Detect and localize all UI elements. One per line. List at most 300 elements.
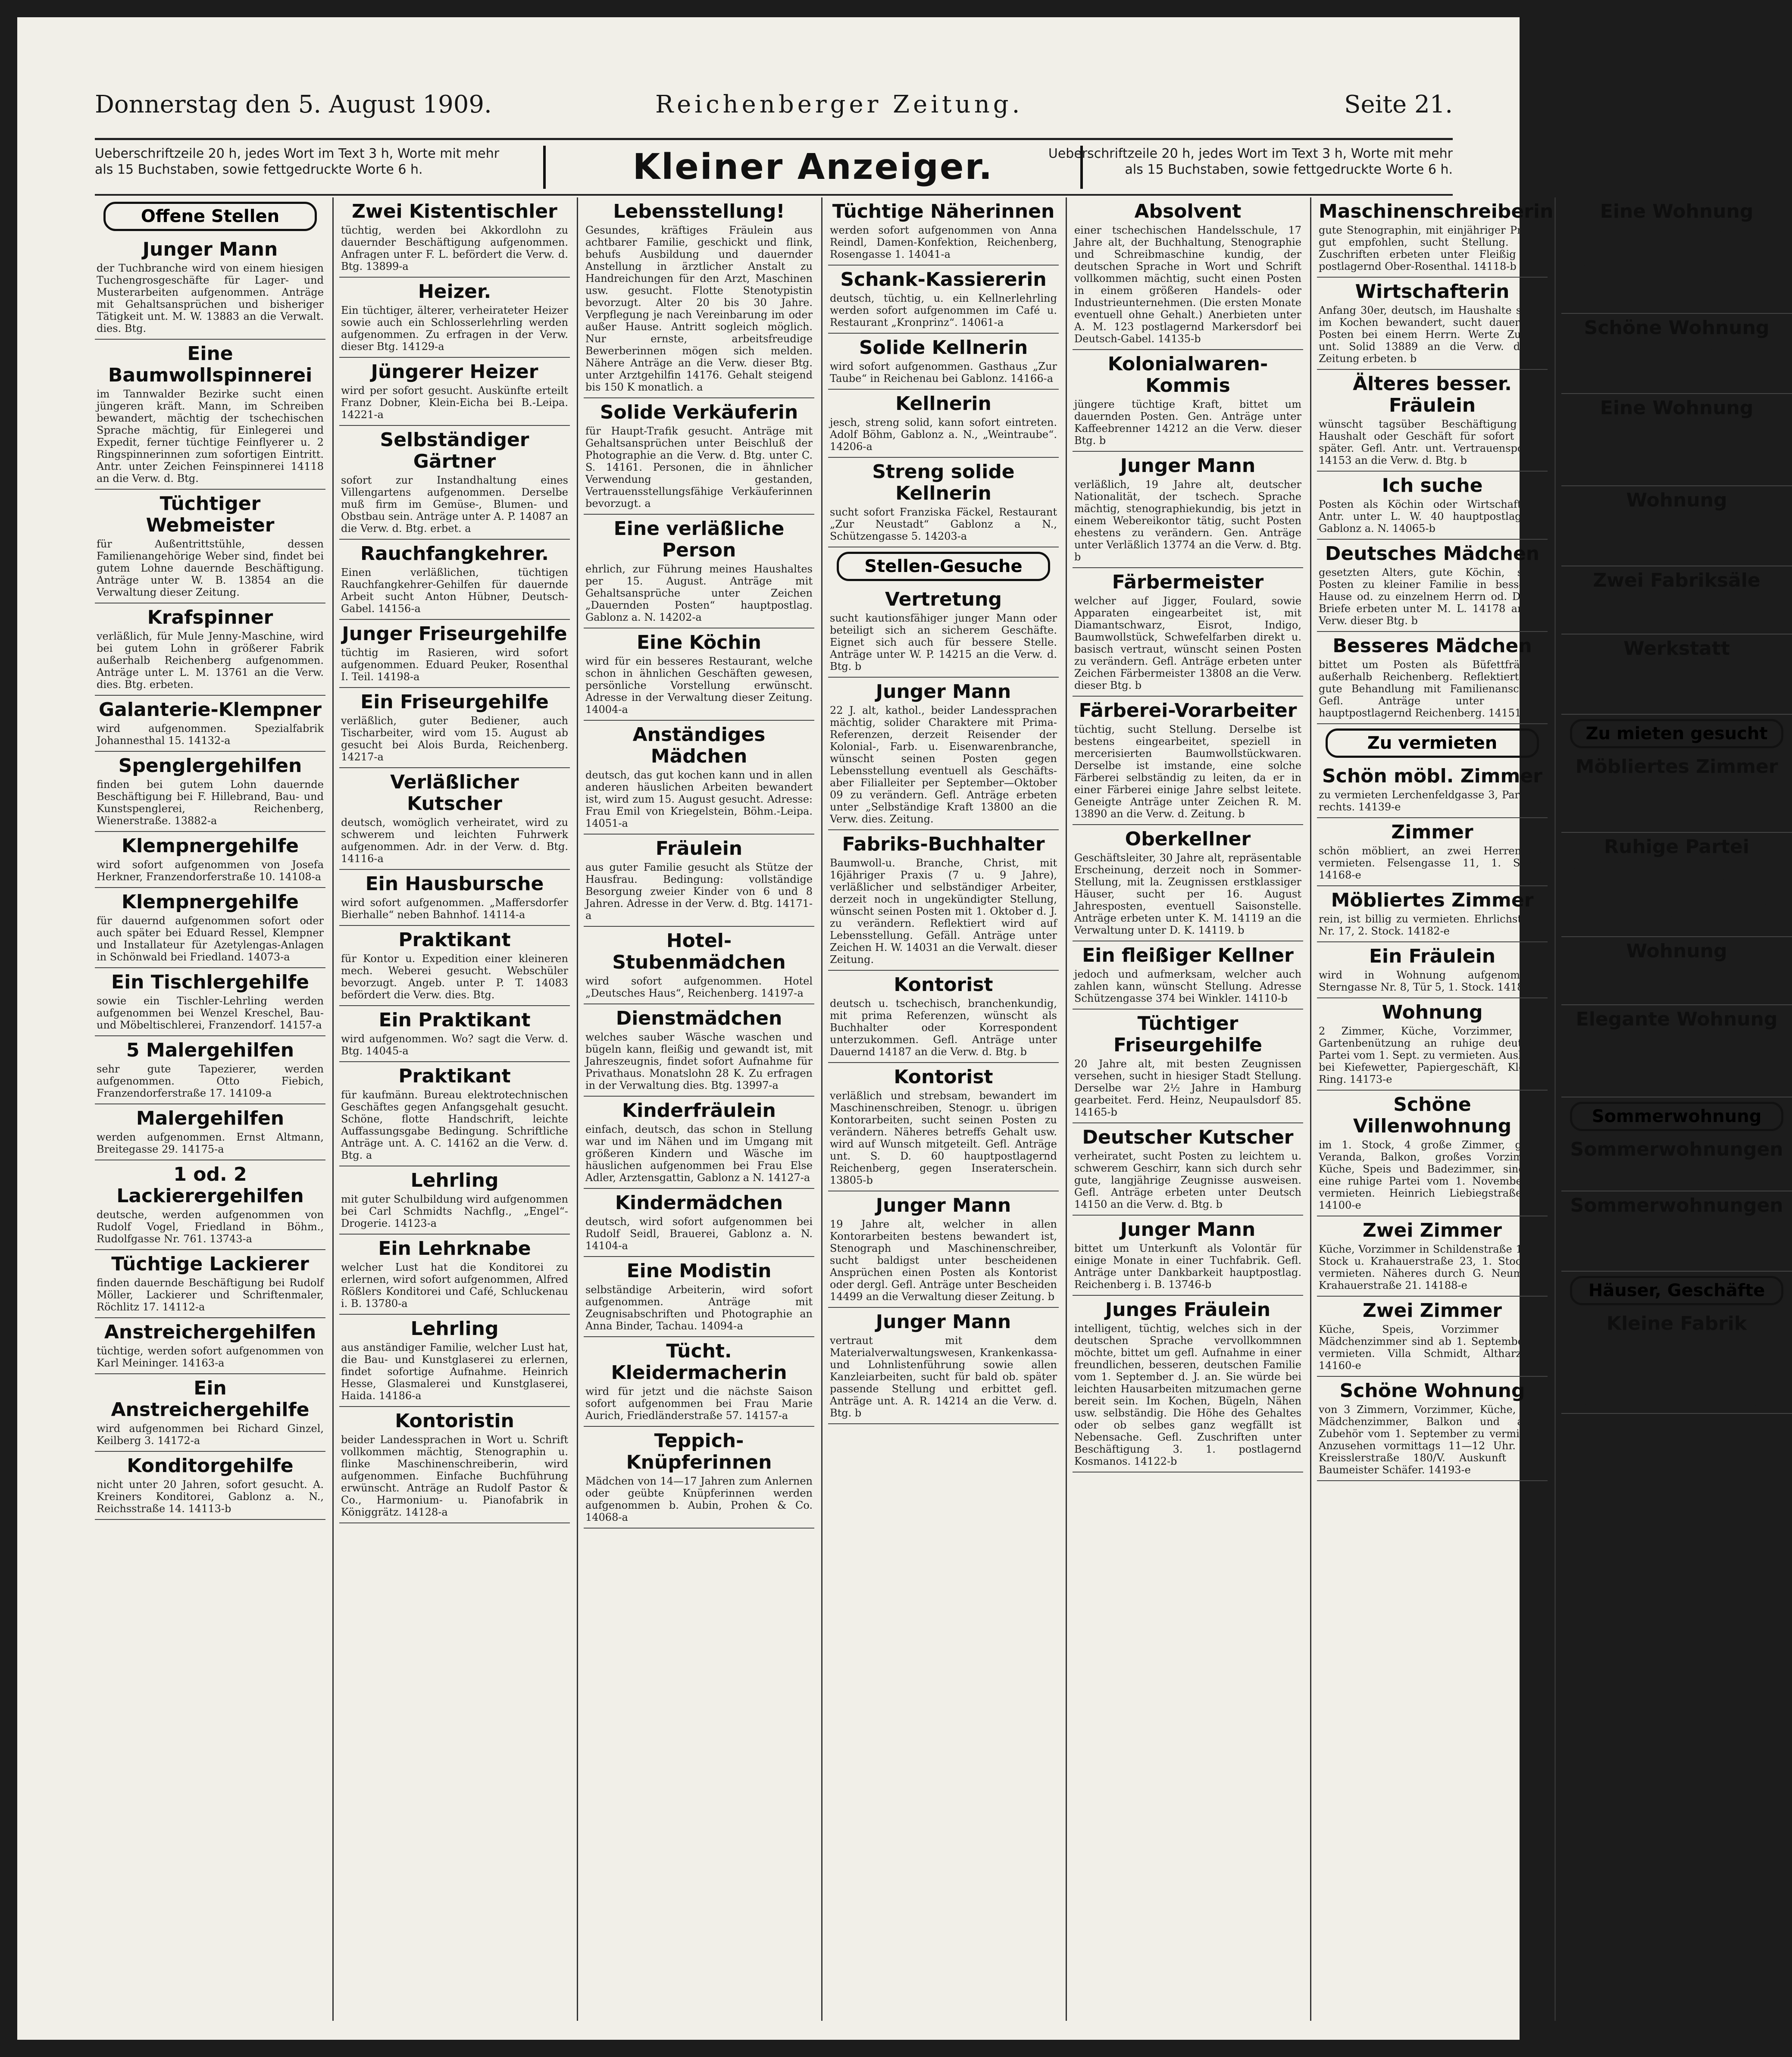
ad-column-3 xyxy=(584,197,814,2021)
classified-ad xyxy=(1561,486,1792,566)
classified-ad xyxy=(584,1427,814,1529)
ad-body: für Haupt-Trafik gesucht. Anträge mit Gehaltsansprüchen unter Beischluß der Photographie an die Verw. d. Btg. unter C. S. 14161. Personen, die in ähnlicher Verwendung gestanden, Vertrauensstellungsfähige Verkäuferinnen bevorzugt. a xyxy=(585,425,813,510)
classified-ad xyxy=(828,266,1059,334)
classified-ad xyxy=(584,1257,814,1337)
ad-body: aus anständiger Familie, welcher Lust hat, die Bau- und Kunstglaserei zu erlernen, findet sofortige Aufnahme. Heinrich Hesse, Glasmalerei und Kunstglaserei, Haida. 14186-a xyxy=(341,1341,568,1402)
ad-body: Mädchen von 14—17 Jahren zum Anlernen oder geübte Knüpferinnen werden aufgenommen b. Aubin, Prohen & Co. 14068-a xyxy=(585,1475,813,1523)
ad-title: Junges Fräulein xyxy=(1105,1299,1271,1321)
classified-ad xyxy=(1073,452,1303,568)
ad-title: Junger Mann xyxy=(1120,455,1256,477)
classified-ad xyxy=(95,1452,325,1520)
ad-title: Solide Verkäuferin xyxy=(600,401,798,423)
ad-body: sind mit Kraftabgabe zu vermieten, eventuell zu verkaufen. Auskunft erteilt Josef Kolf, Hanichenerstraße. 249-e xyxy=(1563,593,1790,629)
classified-ad xyxy=(1561,937,1792,1005)
ad-title: Ein Praktikant xyxy=(378,1009,531,1031)
classified-ad xyxy=(95,490,325,603)
ad-body: deutsch, wird sofort aufgenommen bei Rudolf Seidl, Brauerei, Gablonz a. N. 14104-a xyxy=(585,1216,813,1252)
ad-title: Anständiges Mädchen xyxy=(632,724,766,767)
ad-body: sucht sofort Franziska Fäckel, Restaurant „Zur Neustadt“ Gablonz a N., Schützengasse 5. 14203-a xyxy=(830,506,1057,542)
ad-column-2 xyxy=(339,197,570,2021)
ad-title: Zwei Zimmer xyxy=(1362,1219,1502,1241)
ad-title: Lehrling xyxy=(410,1318,499,1340)
ad-body: im Kurhause Bad Maffersdorfer Sauerbrunn zu haben. 13238-p xyxy=(1563,1162,1790,1186)
ad-body: wird sofort aufgenommen. Hotel „Deutsches Haus“, Reichenberg. 14197-a xyxy=(585,975,813,999)
ad-title: Verläßlicher Kutscher xyxy=(390,771,519,815)
classified-ad xyxy=(584,515,814,628)
ad-title: Ein Lehrknabe xyxy=(378,1238,531,1260)
ad-title: Möbliertes Zimmer xyxy=(1331,889,1534,911)
ad-title: Lebensstellung! xyxy=(613,200,785,222)
ad-title: Junger Friseurgehilfe xyxy=(342,623,567,645)
ad-body: (junges, kinderloses Ehepaar), sucht eine Wohnung, bestehend aus 2 Zimmern, Küche, Vorzimmer, event. mit Speis, ab 1. September zu mieten. Gefl. Anträge unter Baumeister 14169 an die Verwalt. dieser Zeitung. f xyxy=(1563,860,1790,932)
ad-body: mit 2 Zimmern, Küche, Vorzimmer u. Zugehör, im 1. St., Wasser im Hause, vom Bahnhofe ab 1. September zu vermieten. Näheres in der Verwalt. dieser Zeitung. 14092-e xyxy=(1563,421,1790,481)
ad-body: der Tuchbranche wird von einem hiesigen Tuchengrosgeschäfte für Lager- und Musterarbeiten aufgenommen. Anträge mit Gehaltsansprüchen und bisheriger Tätigkeit unt. M. W. 13883 an die Verwalt. dies. Btg. xyxy=(97,262,324,334)
ad-title: Möbliertes Zimmer xyxy=(1575,756,1778,778)
classified-ad xyxy=(95,340,325,490)
classified-ad xyxy=(1561,1310,1792,1414)
ad-title: Tücht. Kleidermacherin xyxy=(611,1340,787,1384)
ad-title: Tüchtiger Webmeister xyxy=(146,493,275,536)
classified-ad xyxy=(1073,941,1303,1010)
classified-ad xyxy=(584,721,814,835)
classified-ad xyxy=(1317,818,1548,886)
ad-body: für kaufmänn. Bureau elektrotechnischen Geschäftes gegen Anfangsgehalt gesucht. Schöne, flotte Handschrift, leichte Auffassungsgabe Bedingung. Schriftliche Anträge unt. A. C. 14162 an die Verw. d. Btg. a xyxy=(341,1089,568,1161)
classified-ad xyxy=(1561,635,1792,715)
ad-title: Selbständiger Gärtner xyxy=(380,429,529,472)
ad-title: Deutsches Mädchen xyxy=(1325,543,1540,565)
ad-body: Posten als Köchin oder Wirtschafterin. Antr. unter L. W. 40 hauptpostlagernd Gablonz a. N. 14065-b xyxy=(1319,498,1546,535)
classified-ad xyxy=(828,971,1059,1063)
ad-title: Deutscher Kutscher xyxy=(1082,1126,1294,1148)
classified-ad xyxy=(1317,370,1548,472)
ad-body: bittet um Unterkunft als Volontär für einige Monate in einer Tuchfabrik. Gefl. Anträge unter Dankbarkeit hauptpostlag. Reichenberg i. B. 13746-b xyxy=(1074,1242,1301,1291)
ad-body: für dauernd aufgenommen sofort oder auch später bei Eduard Ressel, Klempner und Installateur für Azetylengas-Anlagen in Schönwald bei Friedland. 14073-a xyxy=(97,915,324,963)
ad-body: wird aufgenommen bei Richard Ginzel, Keilberg 3. 14172-a xyxy=(97,1422,324,1447)
ad-title: Heizer. xyxy=(418,281,491,303)
ad-title: Färbermeister xyxy=(1112,571,1264,593)
ad-title: Eine Modistin xyxy=(626,1260,772,1282)
ad-title: Tüchtige Näherinnen xyxy=(832,200,1055,222)
ad-title: 1 od. 2 Lackierergehilfen xyxy=(116,1163,304,1207)
ad-title: Spenglergehilfen xyxy=(118,755,302,777)
header-page-number: Seite 21. xyxy=(1344,91,1453,119)
classified-ad xyxy=(1317,278,1548,370)
ad-title: Vertretung xyxy=(885,588,1002,610)
classified-ad xyxy=(339,426,570,540)
classified-ad xyxy=(828,390,1059,458)
classified-ad xyxy=(339,1315,570,1407)
ad-title: Kontorist xyxy=(894,974,993,996)
ad-body: für Kontor u. Expedition einer kleineren mech. Weberei gesucht. Webschüler bevorzugt. Angeb. unter P. T. 14083 befördert die Verw. dies. Btg. xyxy=(341,953,568,1001)
classified-ad xyxy=(1073,825,1303,941)
classified-ad xyxy=(339,358,570,426)
ad-title: Eine Köchin xyxy=(637,631,761,653)
classified-ad xyxy=(1561,314,1792,394)
ad-body: selbständige Arbeiterin, wird sofort aufgenommen. Anträge mit Zeugnisabschriften und Photographie an Anna Binder, Tachau. 14094-a xyxy=(585,1284,813,1332)
ad-title: Sommerwohnungen xyxy=(1570,1194,1783,1216)
ad-title: Zwei Fabriksäle xyxy=(1593,569,1761,591)
ad-body: verläßlich und strebsam, bewandert im Maschinenschreiben, Stenogr. u. übrigen Kontorarbeiten, sucht seinen Posten zu verändern. Näheres betreffs Gehalt usw. wird auf Wunsch mitgeteilt. Gefl. Anträge unt. S. D. 60 hauptpostlagernd Reichenberg, gegen Inseraterschein. 13805-b xyxy=(830,1090,1057,1186)
ad-body: einer tschechischen Handelsschule, 17 Jahre alt, der Buchhaltung, Stenographie und Schreibmaschine kundig, der deutschen Sprache in Wort und Schrift vollkommen mächtig, sucht einen Posten in einem größeren Handels- oder Industrieunternehmen. (Die ersten Monate eventuell ohne Gehalt.) Anerbieten unter A. M. 123 postlagernd Markersdorf bei Deutsch-Gabel. 14135-b xyxy=(1074,224,1301,345)
classified-ad xyxy=(584,1097,814,1189)
ad-title: Maschinenschreiberin xyxy=(1319,200,1554,222)
ad-title: Junger Mann xyxy=(1120,1219,1256,1241)
ad-title: Absolvent xyxy=(1134,200,1242,222)
ad-body: tüchtig, sucht Stellung. Derselbe ist bestens eingearbeitet, speziell in mercerisierten Baumwollstückwaren. Derselbe ist imstande, eine solche Färberei selbständig zu leiten, da er in einer Färberei einige Jahre selbst leitete. Geneigte Anträge unter Zeichen R. M. 13890 an die Verw. d. Zeitung. b xyxy=(1074,723,1301,820)
ad-body: samt Wohnung in Mitten der Stadt, für Tischler, Schlosser ob. Klempner zu vermieten. Adresse: Felsenstraße Nr. 4, 2. Stock. 14189-e xyxy=(1563,661,1790,710)
classified-ad xyxy=(584,628,814,721)
classified-ad xyxy=(1073,1010,1303,1123)
ad-title: Ruhige Partei xyxy=(1604,836,1749,858)
classified-ad xyxy=(95,1104,325,1160)
ad-title: Zwei Kistentischler xyxy=(352,200,557,222)
classified-ad xyxy=(584,1189,814,1257)
classified-ad xyxy=(1317,1377,1548,1481)
column-rule xyxy=(1310,197,1311,2021)
ad-column-4 xyxy=(828,197,1059,2021)
classified-ad xyxy=(1317,998,1548,1091)
ad-body: von 3 Zimmern, Vorzimmer, Küche, Bad, Mädchenzimmer, Balkon und allem Zubehör vom 1. September zu vermieten. Anzusehen vormittags 11—12 Uhr. Karl Kreisslerstraße 180/V. Auskunft beim Baumeister Schäfer. 14193-e xyxy=(1319,1404,1546,1476)
ad-body: werden aufgenommen. Ernst Altmann, Breitegasse 29. 14175-a xyxy=(97,1131,324,1155)
classified-ad xyxy=(1561,1135,1792,1191)
ad-body: jesch, streng solid, kann sofort eintreten. Adolf Böhm, Gablonz a. N., „Weintraube“. 14206-a xyxy=(830,416,1057,453)
ad-title: Ein fleißiger Kellner xyxy=(1082,944,1294,966)
ad-title: Kinderfräulein xyxy=(622,1100,776,1122)
classified-ad xyxy=(1317,942,1548,998)
ad-body: welches sauber Wäsche waschen und bügeln kann, fleißig und gewandt ist, mit Jahreszeugnis, findet sofort Aufnahme für Privathaus. Monatslohn 28 K. Zu erfragen in der Verwaltung dies. Btg. 13997-a xyxy=(585,1031,813,1091)
classified-ad xyxy=(339,870,570,926)
classified-ad xyxy=(584,927,814,1004)
section-heading-box: Häuser, Geschäfte xyxy=(1570,1276,1783,1305)
ad-title: Eine Baumwollspinnerei xyxy=(108,343,313,386)
ad-body: wird sofort aufgenommen. „Maffersdorfer Bierhalle“ neben Bahnhof. 14114-a xyxy=(341,897,568,921)
ad-title: Dienstmädchen xyxy=(616,1007,782,1029)
ad-title: Kellnerin xyxy=(895,393,991,415)
classified-ad xyxy=(828,1191,1059,1308)
ad-body: wird sofort aufgenommen. Gasthaus „Zur Taube“ in Reichenau bei Gablonz. 14166-a xyxy=(830,360,1057,385)
ad-body: jüngere tüchtige Kraft, bittet um dauernden Posten. Gen. Anträge unter Kaffeebrenner 14212 an die Verw. dieser Btg. b xyxy=(1074,398,1301,447)
ad-title: Klempnergehilfe xyxy=(121,891,299,913)
classified-ad xyxy=(95,696,325,752)
ad-body: tüchtige, werden sofort aufgenommen von Karl Meininger. 14163-a xyxy=(97,1345,324,1369)
classified-ad xyxy=(1561,394,1792,486)
classified-ad xyxy=(828,334,1059,390)
ad-title: Galanterie-Klempner xyxy=(99,699,322,721)
ad-body: Baumwoll-u. Branche, Christ, mit 16jähriger Praxis (7 u. 9 Jahre), verläßlicher und selbständiger Arbeiter, derzeit noch in ungekündigter Stellung, wünscht seinen Posten mit 1. Oktober d. J. zu verändern. Reflektiert wird auf Lebensstellung. Gefäll. Anträge unter Zeichen H. W. 14031 an die Verwalt. dieser Zeitung. xyxy=(830,857,1057,966)
banner-rule xyxy=(95,194,1453,196)
ad-title: Kleine Fabrik xyxy=(1606,1313,1747,1335)
section-masthead: Kleiner Anzeiger. xyxy=(543,146,1083,189)
ad-body: mit 1. Oktober 1909 für Einz.-Freiw. gesucht. Freundliche Anträge erbeten unter C. R. 14159 an die Verw. d. Btg. f xyxy=(1563,964,1790,1000)
ad-title: Wirtschafterin xyxy=(1355,281,1510,303)
ad-title: Konditorgehilfe xyxy=(127,1455,294,1477)
ad-title: Werkstatt xyxy=(1623,638,1730,660)
classified-ad xyxy=(339,1006,570,1062)
classified-ad xyxy=(1317,1216,1548,1297)
ad-body: gute Stenographin, mit einjähriger Praxis, gut empfohlen, sucht Stellung. Gefl. Zuschriften erbeten unter Fleißig 700 postlagernd Ober-Rosenthal. 14118-b xyxy=(1319,224,1546,272)
ad-body: wird aufgenommen. Wo? sagt die Verw. d. Btg. 14045-a xyxy=(341,1033,568,1057)
ad-body: rein, ist billig zu vermieten. Ehrlichstraße Nr. 17, 2. Stock. 14182-e xyxy=(1319,913,1546,937)
ad-title: Zwei Zimmer xyxy=(1362,1300,1502,1322)
running-header xyxy=(95,82,1453,129)
ad-body: aus guter Familie gesucht als Stütze der Hausfrau. Bedingung: vollständige Besorgung zweier Kinder von 6 und 8 Jahren. Adresse in der Verw. d. Btg. 14171-a xyxy=(585,861,813,922)
classified-ad xyxy=(95,1250,325,1318)
ad-title: Klempnergehilfe xyxy=(121,835,299,857)
ad-body: 22 J. alt, kathol., beider Landessprachen mächtig, solider Charaktere mit Prima-Referenzen, derzeit Reisender der Kolonial-, Farb. u. Eisenwarenbranche, wünscht seinen Posten gegen Lebensstellung eventuell als Geschäfts- aber Filialleiter per September—Oktober 09 zu verändern. Gefl. Anträge erbeten unter „Selbständige Kraft 13800 an die Verw. dies. Zeitung. xyxy=(830,704,1057,825)
header-newspaper-name: Reichenberger Zeitung. xyxy=(655,91,1023,119)
section-heading-box: Offene Stellen xyxy=(103,202,317,231)
ad-body: 19 Jahre alt, welcher in allen Kontorarbeiten bestens bewandert ist, Stenograph und Maschinenschreiber, sucht baldigst unter bescheidenen Ansprüchen einen Posten als Kontorist oder dergl. Gefl. Anträge unter Bescheiden 14499 an die Verwaltung dieser Zeitung. b xyxy=(830,1218,1057,1303)
ad-body: jedoch und aufmerksam, welcher auch zahlen kann, wünscht Stellung. Adresse Schützengasse 374 bei Winkler. 14110-b xyxy=(1074,968,1301,1004)
ad-body: tüchtig, werden bei Akkordlohn zu dauernder Beschäftigung aufgenommen. Anfragen unter F. L. befördert die Verw. d. Btg. 13899-a xyxy=(341,224,568,272)
ad-body: bittet um Posten als Büfettfräulein außerhalb Reichenberg. Reflektiert auf gute Behandlung mit Familienanschluß. Gefl. Anträge unter Reell hauptpostlagernd Reichenberg. 14151-b xyxy=(1319,659,1546,719)
classified-ad xyxy=(95,752,325,832)
ad-title: Eine verläßliche Person xyxy=(613,518,785,561)
ad-title: Ein Fräulein xyxy=(1369,945,1496,967)
ad-body: gesetzten Alters, gute Köchin, sucht Posten zu kleiner Familie in besserem Hause od. zu einzelnem Herrn od. Dame. Briefe erbeten unter M. L. 14178 an die Verw. dieser Btg. b xyxy=(1319,566,1546,627)
classified-ad xyxy=(339,540,570,620)
classified-ad xyxy=(1561,197,1792,314)
ad-title: Eine Wohnung xyxy=(1600,397,1754,419)
section-heading-box: Zu mieten gesucht xyxy=(1570,719,1783,748)
ad-title: Anstreichergehilfen xyxy=(104,1321,316,1343)
ad-body: wird für jetzt und die nächste Saison sofort aufgenommen bei Frau Marie Aurich, Friedländerstraße 57. 14157-a xyxy=(585,1385,813,1422)
pricing-note-right: Ueberschriftzeile 20 h, jedes Wort im Text 3 h, Worte mit mehr als 15 Buchstaben, sowie fettgedruckte Worte 6 h. xyxy=(1048,146,1453,177)
classified-ad xyxy=(1317,540,1548,632)
pricing-note-left: Ueberschriftzeile 20 h, jedes Wort im Text 3 h, Worte mit mehr als 15 Buchstaben, sowie fettgedruckte Worte 6 h. xyxy=(95,146,500,177)
ad-body: welcher Lust hat die Konditorei zu erlernen, wird sofort aufgenommen, Alfred Rößlers Konditorei und Café, Schluckenau i. B. 13780-a xyxy=(341,1261,568,1310)
ad-title: Rauchfangkehrer. xyxy=(360,543,549,565)
ad-body: zu vermieten Lerchenfeldgasse 3, Parterre rechts. 14139-e xyxy=(1319,789,1546,813)
ad-body: tüchtig im Rasieren, wird sofort aufgenommen. Eduard Peuker, Rosenthal I. Teil. 14198-a xyxy=(341,647,568,683)
ad-title: Schank-Kassiererin xyxy=(840,269,1047,291)
ad-body: Geschäftsleiter, 30 Jahre alt, repräsentable Erscheinung, derzeit noch in Sommer-Stellung, mit la. Zeugnissen erstklassiger Häuser, sucht per 16. August Jahresposten, eventuell Saisonstelle. Anträge erbeten unter K. M. 14119 an die Verwaltung unter D. K. 14119. b xyxy=(1074,852,1301,936)
ad-title: Tüchtige Lackierer xyxy=(111,1253,309,1275)
classified-ad xyxy=(828,1063,1059,1191)
ad-body: sucht kautionsfähiger junger Mann oder beteiligt sich an sicherem Geschäfte. Eignet sich auch für bessere Stelle. Anträge unter W. P. 14215 an die Verw. d. Btg. b xyxy=(830,612,1057,672)
classified-ad xyxy=(1073,350,1303,452)
ad-body: einfach, deutsch, das schon in Stellung war und im Nähen und im Umgang mit größeren Kindern und Wäsche im häuslichen aufgenommen bei Frau Else Adler, Arztensgattin, Gablonz a N. 14127-a xyxy=(585,1123,813,1184)
classified-ad xyxy=(95,1374,325,1452)
section-heading-box: Zu vermieten xyxy=(1326,728,1539,758)
ad-body: beider Landessprachen in Wort u. Schrift vollkommen mächtig, Stenographin u. flinke Maschinenschreiberin, wird aufgenommen. Einfache Buchführung erwünscht. Anträge an Rudolf Pastor & Co., Harmonium- u. Pianofabrik in Königgrätz. 14128-a xyxy=(341,1434,568,1518)
ad-body: finden dauernde Beschäftigung bei Rudolf Möller, Lackierer und Schriftenmaler, Röchlitz 17. 14112-a xyxy=(97,1277,324,1313)
classified-ad xyxy=(828,458,1059,547)
classified-ad xyxy=(95,1160,325,1250)
ad-title: Schöne Villenwohnung xyxy=(1353,1094,1512,1137)
ad-body: werden sofort aufgenommen von Anna Reindl, Damen-Konfektion, Reichenberg, Rosengasse 1. 14041-a xyxy=(830,224,1057,260)
ad-title: Praktikant xyxy=(398,1065,511,1087)
column-rule xyxy=(1066,197,1067,2021)
classified-ad xyxy=(339,926,570,1006)
ad-body: mit guter Schulbildung wird aufgenommen bei Carl Schmidts Nachflg., „Engel“-Drogerie. 14123-a xyxy=(341,1193,568,1229)
ad-title: Ein Friseurgehilfe xyxy=(360,691,549,713)
classified-ad xyxy=(1561,833,1792,937)
ad-title: Hotel-Stubenmädchen xyxy=(612,930,786,973)
ad-body: elegant, sonnig, 1 großes, 2 kleine und Vorzimmer, Küche, Bad, Mansarde, mit allem Zubehör, Balkon, Wasser im Hause, Parkanlage; weiters 1 einzelnes großes Zimmer mit Kochofen, mit allem Zubehör im Neu-Paulsdorf bei der Schule. Zu erfragen bei Johann Seibt Nr. 56. 14190-e xyxy=(1563,224,1790,309)
ad-title: Elegante Wohnung xyxy=(1576,1008,1778,1030)
ad-body: Anfang 30er, deutsch, im Haushalte sowie im Kochen bewandert, sucht dauernden Posten bei einem Herrn. Werte Zuschr. unt. Solid 13889 an die Verw. dieser Zeitung erbeten. b xyxy=(1319,304,1546,365)
header-date: Donnerstag den 5. August 1909. xyxy=(95,91,492,119)
ad-body: wird für ein besseres Restaurant, welche schon in ähnlichen Geschäften gewesen, persönliche Vorstellung erwünscht. Adresse in der Verwaltung dieser Zeitung. 14004-a xyxy=(585,655,813,716)
section-heading-box: Stellen-Gesuche xyxy=(837,552,1050,581)
column-rule xyxy=(821,197,823,2021)
ad-body: verläßlich, 19 Jahre alt, deutscher Nationalität, der tschech. Sprache mächtig, stenographiekundig, bis jetzt in einem Webereikontor tätig, sucht Posten ehestens zu verändern. Gen. Anträge unter Verläßlich 13774 an die Verw. d. Btg. b xyxy=(1074,478,1301,563)
classified-columns xyxy=(95,197,1790,2021)
classified-ad xyxy=(339,1166,570,1235)
ad-body: sehr gute Tapezierer, werden aufgenommen. Otto Fiebich, Franzendorferstraße 17. 14109-a xyxy=(97,1063,324,1099)
ad-body: Einen verläßlichen, tüchtigen Rauchfangkehrer-Gehilfen für dauernde Arbeit sucht Anton Hübner, Deutsch-Gabel. 14156-a xyxy=(341,566,568,615)
ad-title: Jüngerer Heizer xyxy=(371,361,538,383)
ad-column-6 xyxy=(1317,197,1554,2021)
classified-ad xyxy=(1073,697,1303,825)
ad-title: Junger Mann xyxy=(876,1311,1011,1333)
classified-ad xyxy=(95,235,325,340)
classified-ad xyxy=(339,620,570,688)
ad-body: intelligent, tüchtig, welches sich in der deutschen Sprache vervollkommnen möchte, bittet um gefl. Aufnahme in einer freundlichen, besseren, deutschen Familie vom 1. September d. J. an. Sie würde bei leichten Hausarbeiten mitzumachen gerne bereit sein. Im Kochen, Bügeln, Nähen usw. selbständig. Die Höhe des Gehaltes oder ob selbes ganz wegfällt ist Nebensache. Gefl. Zuschriften unter Beschäftigung 3. 1. postlagernd Kosmanos. 14122-b xyxy=(1074,1322,1301,1467)
classified-ad xyxy=(1561,1191,1792,1272)
classified-ad xyxy=(339,1407,570,1523)
classified-ad xyxy=(95,968,325,1036)
ad-title: Junger Mann xyxy=(142,238,278,260)
ad-body: deutsch, das gut kochen kann und in allen anderen häuslichen Arbeiten bewandert ist, wird zum 15. August gesucht. Adresse: Frau Emil von Kriegelstein, Böhm.-Leipa. 14051-a xyxy=(585,769,813,829)
classified-ad xyxy=(95,1318,325,1374)
section-heading-box: Sommerwohnung xyxy=(1570,1102,1783,1131)
classified-ad xyxy=(1317,632,1548,724)
ad-title: Teppich-Knüpferinnen xyxy=(626,1430,772,1473)
ad-body: schöne, für Kurgäste sowie Sommerfrischler finden bequemste gute Aufnahme. Karthäuser Nr. 5 bei Liebwerda. 13845-p xyxy=(1563,1218,1790,1266)
ad-body: im 1. Stock, bestehend aus 1 Küche, 1 Vorzimmer, 4 Zimmern u. 1 Badezimmer sowie 1 Dachzimmer, zu vermieten. Eisnerstraße 8. 14080-e xyxy=(1563,341,1790,389)
ad-body: Küche, Vorzimmer in Schildenstraße 19, 2. Stock u. Krahauerstraße 23, 1. Stock zu vermieten. Näheres durch G. Neumann, Krahauerstraße 21. 14188-e xyxy=(1319,1243,1546,1291)
ad-title: Älteres besser. Fräulein xyxy=(1353,373,1512,416)
ad-title: Fabriks-Buchhalter xyxy=(842,833,1045,855)
classified-ad xyxy=(1317,1091,1548,1216)
newspaper-page xyxy=(17,17,1790,2040)
ad-title: Schön möbl. Zimmer xyxy=(1322,765,1542,787)
ad-body: schön möbliert, an zwei Herren zu vermieten. Felsengasse 11, 1. Stock. 14168-e xyxy=(1319,845,1546,881)
classified-ad xyxy=(584,398,814,515)
classified-ad xyxy=(828,1308,1059,1424)
classified-ad xyxy=(1561,753,1792,833)
classified-ad xyxy=(95,603,325,696)
ad-title: Ich suche xyxy=(1382,475,1483,497)
classified-ad xyxy=(584,835,814,927)
classified-ad xyxy=(1073,1296,1303,1472)
ad-title: Junger Mann xyxy=(876,681,1011,703)
ad-title: Ein Tischlergehilfe xyxy=(111,971,309,993)
classified-ad xyxy=(1073,1216,1303,1296)
ad-body: ehrlich, zur Führung meines Haushaltes per 15. August. Anträge mit Gehaltsansprüche unter Zeichen „Dauernden Posten“ hauptpostlag. Gablonz a. N. 14202-a xyxy=(585,563,813,623)
classified-ad xyxy=(1317,886,1548,942)
ad-body: wird sofort aufgenommen von Josefa Herkner, Franzendorferstraße 10. 14108-a xyxy=(97,859,324,883)
ad-body: sofort zur Instandhaltung eines Villengartens aufgenommen. Derselbe muß firm im Gemüse-, Blumen- und Obstbau sein. Anträge unter A. P. 14087 an die Verw. d. Btg. erbet. a xyxy=(341,474,568,535)
ad-body: 3—4 Zimmer und Zugehör von älterem, alleinstehend. Herrn zu mieten gesucht. Möglichst 1. Stock u. sonnige Lage. Gefl. Zuschr. an die Verwaltung dies. Zeitung unter A. B. 13790. f xyxy=(1563,1032,1790,1092)
classified-ad xyxy=(1317,762,1548,818)
ad-body: wünscht tagsüber Beschäftigung im Haushalt oder Geschäft für sofort oder später. Gefl. Antr. unt. Vertrauensposten 14153 an die Verw. d. Btg. b xyxy=(1319,418,1546,466)
classified-ad xyxy=(339,1062,570,1166)
classified-ad xyxy=(828,585,1059,678)
ad-title: Besseres Mädchen xyxy=(1332,635,1532,657)
ad-title: Eine Wohnung xyxy=(1600,200,1754,222)
ad-body: womöglich mit ganzer Verpflegung suchen 2 junge Herren sofort. Gefl. Anträge mit Preisangabe unter M. A. 14174 an die Verwalt. dieser Zeitung. f xyxy=(1563,779,1790,828)
ad-body: wird in Wohnung aufgenommen. Sterngasse Nr. 8, Tür 5, 1. Stock. 14185-e xyxy=(1319,969,1546,993)
classified-ad xyxy=(1073,1123,1303,1216)
ad-title: Fräulein xyxy=(655,838,743,860)
ad-title: Ein Hausbursche xyxy=(365,873,544,895)
ad-title: Lehrling xyxy=(410,1169,499,1191)
classified-ad xyxy=(1317,197,1554,278)
classified-ad xyxy=(1317,1297,1548,1377)
ad-title: Wohnung xyxy=(1626,489,1727,511)
ad-title: Kontoristin xyxy=(395,1410,514,1432)
classified-ad xyxy=(95,832,325,888)
ad-body: im Tannwalder Bezirke sucht einen jüngeren kräft. Mann, im Schreiben bewandert, mächtig der tschechischen Sprache mächtig, für Einlegerei und Expedit, ferner tüchtige Feinflyerer u. 2 Ringspinnerinnen zum sofortigen Eintritt. Antr. unter Zeichen Feinspinnerei 14118 an die Verw. d. Btg. xyxy=(97,388,324,485)
ad-title: Schöne Wohnung xyxy=(1339,1380,1525,1402)
ad-title: Zimmer xyxy=(1391,821,1473,843)
ad-title: Färberei-Vorarbeiter xyxy=(1079,700,1297,722)
classified-ad xyxy=(95,888,325,968)
ad-body: finden bei gutem Lohn dauernde Beschäftigung bei F. Hillebrand, Bau- und Kunstspenglerei, Reichenberg, Wienerstraße. 13882-a xyxy=(97,778,324,827)
classified-ad xyxy=(1561,1005,1792,1097)
classified-ad xyxy=(584,197,814,398)
classified-ad xyxy=(828,678,1059,830)
ad-body: verläßlich, für Mule Jenny-Maschine, wird bei gutem Lohn in größerer Fabrik außerhalb Reichenberg aufgenommen. Anträge unter L. M. 13761 an die Verw. dies. Btg. erbeten. xyxy=(97,630,324,691)
ad-body: deutsche, werden aufgenommen von Rudolf Vogel, Friedland in Böhm., Rudolfgasse Nr. 761. 13743-a xyxy=(97,1209,324,1245)
ad-body: wird aufgenommen. Spezialfabrik Johannesthal 15. 14132-a xyxy=(97,722,324,747)
classified-ad xyxy=(1073,568,1303,697)
classified-ad xyxy=(339,768,570,870)
classified-ad xyxy=(339,197,570,278)
header-rule xyxy=(95,138,1453,140)
ad-column-5 xyxy=(1073,197,1303,2021)
ad-body: Gesundes, kräftiges Fräulein aus achtbarer Familie, geschickt und flink, behufs Ausbildung und dauernder Anstellung in ärztlicher Anstalt zu Handreichungen für den Arzt, Maschinen usw. gesucht. Flotte Stenotypistin bevorzugt. Alter 20 bis 30 Jahre. Verpflegung je nach Vereinbarung im oder außer Hause. Antritt sogleich möglich. Nur ernste, arbeitsfreudige Bewerberinnen mögen sich melden. Nähere Anträge an die Verw. dieser Btg. unter Arztgehilfin 14176. Gehalt steigend bis 150 K monatlich. a xyxy=(585,224,813,393)
ad-body: welcher auf Jigger, Foulard, sowie Apparaten eingearbeitet ist, mit Diamantschwarz, Eisrot, Indigo, Baumwollstück, Schwefelfarben direkt u. basisch vertraut, wünscht seinen Posten zu verändern. Gefl. Anträge erbeten unter Zeichen Färbermeister 13808 an die Verw. dieser Btg. b xyxy=(1074,595,1301,691)
ad-body: 2 Zimmer, Küche, Vorzimmer, mit Gartenbenützung an ruhige deutsche Partei vom 1. Sept. zu vermieten. Auskunft bei Kiefewetter, Papiergeschäft, Kleiner Ring. 14173-e xyxy=(1319,1025,1546,1085)
ad-body: 20 Jahre alt, mit besten Zeugnissen versehen, sucht in hiesiger Stadt Stellung. Derselbe war 2½ Jahre in Hamburg gearbeitet. Ferd. Heinz, Neupaulsdorf 85. 14165-b xyxy=(1074,1058,1301,1118)
ad-title: Kindermädchen xyxy=(615,1192,783,1214)
ad-body: Ein tüchtiger, älterer, verheirateter Heizer sowie auch ein Schlosserlehrling werden aufgenommen. Zu erfragen in der Verw. dieser Btg. 14129-a xyxy=(341,304,568,353)
section-banner xyxy=(95,146,1453,193)
ad-body: sowie ein Tischler-Lehrling werden aufgenommen bei Wenzel Kreschel, Bau- und Möbeltischlerei, Franzendorf. 14157-a xyxy=(97,995,324,1031)
ad-body: wird per sofort gesucht. Auskünfte erteilt Franz Dobner, Klein-Eicha bei B.-Leipa. 14221-a xyxy=(341,385,568,421)
ad-title: Wohnung xyxy=(1382,1001,1483,1023)
classified-ad xyxy=(1317,472,1548,540)
classified-ad xyxy=(828,197,1059,266)
ad-title: Streng solide Kellnerin xyxy=(872,461,1015,504)
ad-body: deutsch, tüchtig, u. ein Kellnerlehrling werden sofort aufgenommen im Café u. Restaurant „Kronprinz“. 14061-a xyxy=(830,292,1057,328)
ad-body: vertraut mit dem Materialverwaltungswesen, Krankenkassa- und Lohnlistenführung sowie allen Kanzleiarbeiten, sucht für bald ob. später passende Stellung und erbittet gefl. Anträge unt. A. R. 14214 an die Verw. d. Btg. b xyxy=(830,1335,1057,1419)
classified-ad xyxy=(1073,197,1303,350)
classified-ad xyxy=(339,688,570,768)
ad-title: Ein Anstreichergehilfe xyxy=(111,1377,310,1421)
ad-title: Junger Mann xyxy=(876,1194,1011,1216)
ad-body: deutsch, womöglich verheiratet, wird zu schwerem und leichten Fuhrwerk aufgenommen. Adr. in der Verw. d. Btg. 14116-a xyxy=(341,816,568,865)
ad-title: Kolonialwaren-Kommis xyxy=(1107,353,1268,397)
ad-body: an der Zittau-Reichenberger Bahn, 25 PS Wasser, 30 PS Sauggasmotor, mit 3 Stock Gebäuden, Preis 3000 K! für kleine Industrie geeignet. Die Wasserkraft kann auf 48 PS erhöht werden. Anträge unter W. L. 12519 an die Verwalt. dieser Zeitung. h xyxy=(1563,1336,1790,1409)
ad-title: Tüchtiger Friseurgehilfe xyxy=(1113,1013,1262,1056)
classified-ad xyxy=(339,1235,570,1315)
classified-ad xyxy=(584,1004,814,1097)
ad-body: deutsch u. tschechisch, branchenkundig, mit prima Referenzen, wünscht als Buchhalter oder Korrespondent unterzukommen. Gefl. Anträge unter Dauernd 14187 an die Verw. d. Btg. b xyxy=(830,997,1057,1058)
ad-title: Oberkellner xyxy=(1125,828,1251,850)
column-rule xyxy=(332,197,334,2021)
classified-ad xyxy=(584,1337,814,1427)
ad-title: Sommerwohnungen xyxy=(1570,1138,1783,1160)
ad-title: Krafspinner xyxy=(147,606,273,628)
ad-body: Küche, Speis, Vorzimmer und Mädchenzimmer sind ab 1. September zu vermieten. Villa Schmidt, Altharzdorf. 14160-e xyxy=(1319,1323,1546,1372)
classified-ad xyxy=(95,1036,325,1104)
ad-body: nicht unter 20 Jahren, sofort gesucht. A. Kreiners Konditorei, Gablonz a. N., Reichsstraße 14. 14113-b xyxy=(97,1479,324,1515)
